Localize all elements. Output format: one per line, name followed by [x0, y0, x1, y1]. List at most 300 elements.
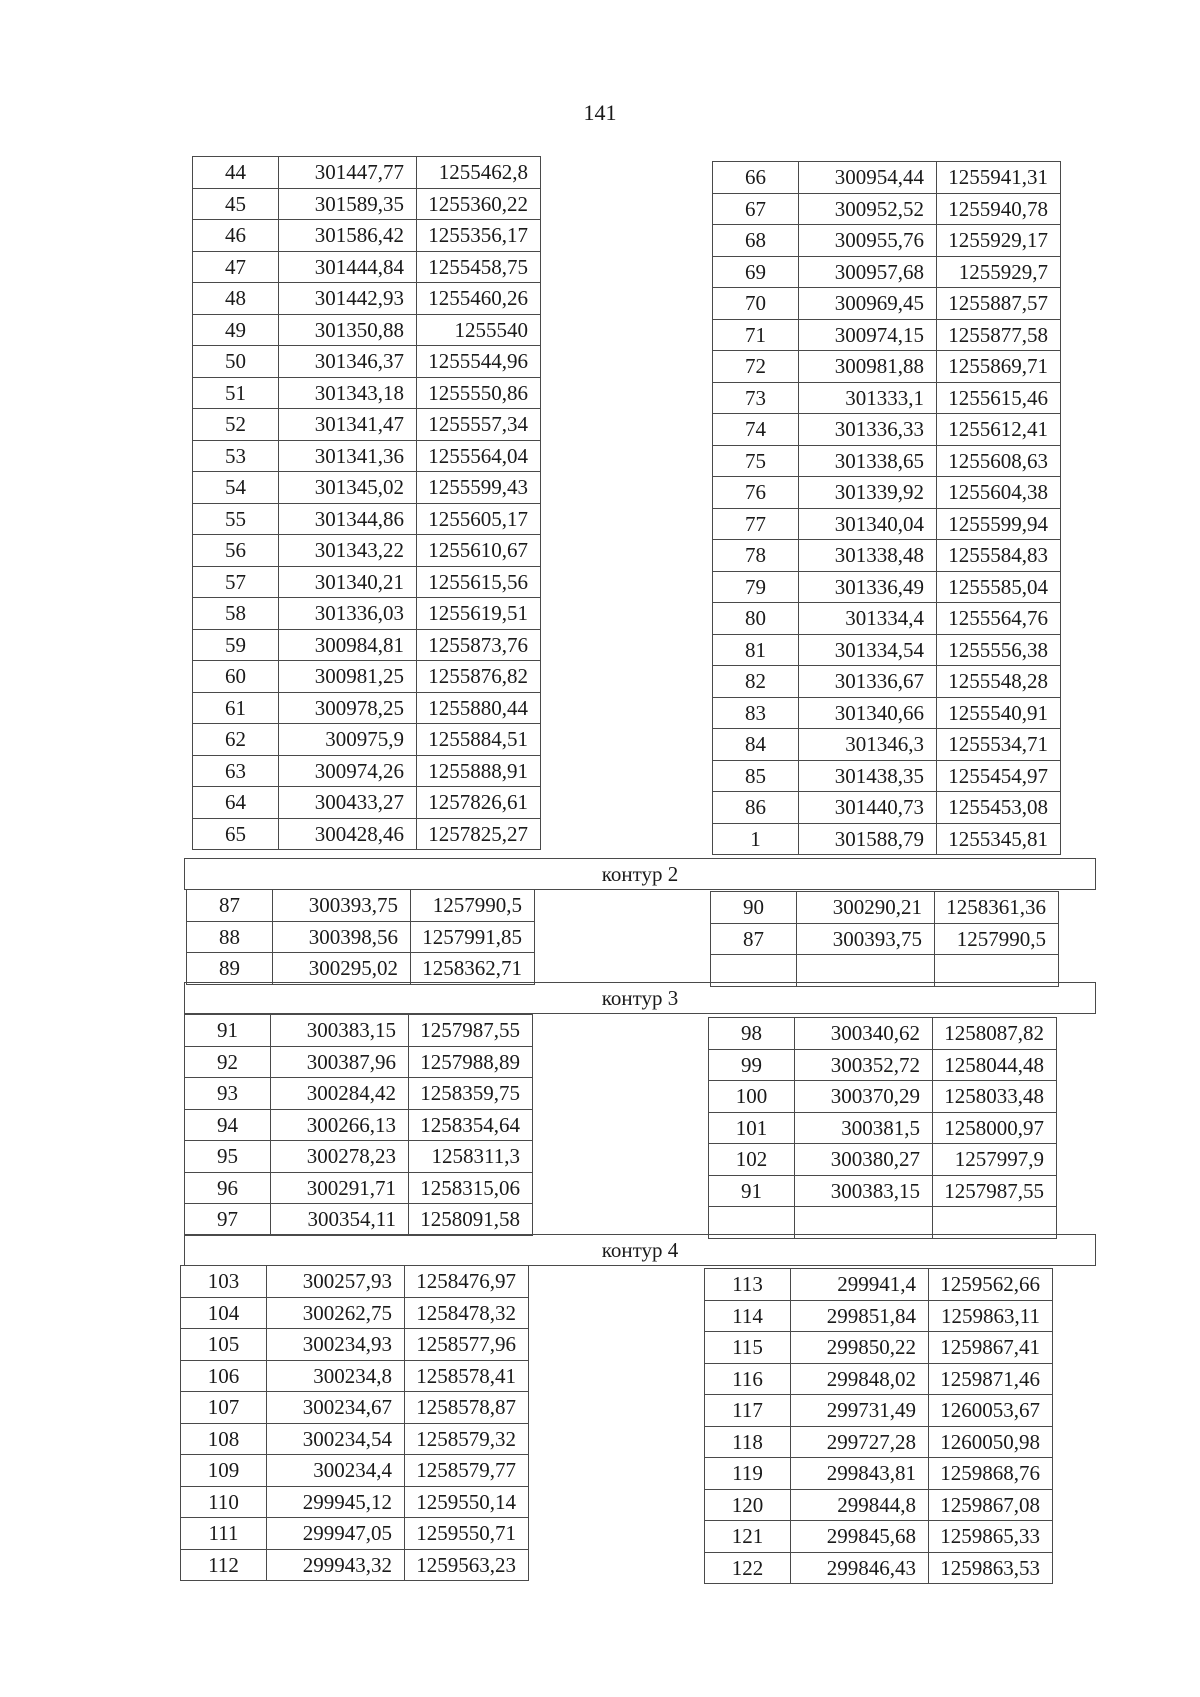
table-row — [181, 1455, 529, 1487]
point-number-cell: 1 — [713, 823, 799, 855]
y-coordinate-cell: 1255544,96 — [417, 346, 541, 378]
y-coordinate-cell: 1259562,66 — [929, 1269, 1053, 1301]
y-coordinate-cell: 1258000,97 — [933, 1112, 1057, 1144]
x-coordinate-cell: 300428,46 — [279, 818, 417, 850]
page-number: 141 — [583, 100, 617, 125]
point-number-cell: 122 — [705, 1552, 791, 1584]
point-number-cell: 74 — [713, 414, 799, 446]
coordinates-table-right — [712, 161, 1061, 855]
table-row — [713, 193, 1061, 225]
x-coordinate-cell: 301586,42 — [279, 220, 417, 252]
y-coordinate-cell: 1258579,32 — [405, 1423, 529, 1455]
y-coordinate-cell: 1257997,9 — [933, 1144, 1057, 1176]
x-coordinate-cell: 301339,92 — [799, 477, 937, 509]
x-coordinate-cell: 299848,02 — [791, 1363, 929, 1395]
point-number-cell: 109 — [181, 1455, 267, 1487]
y-coordinate-cell: 1258091,58 — [409, 1204, 533, 1236]
y-coordinate-cell: 1255604,38 — [937, 477, 1061, 509]
x-coordinate-cell: 301343,22 — [279, 535, 417, 567]
y-coordinate-cell: 1255880,44 — [417, 692, 541, 724]
y-coordinate-cell: 1258033,48 — [933, 1081, 1057, 1113]
y-coordinate-cell: 1258354,64 — [409, 1109, 533, 1141]
x-coordinate-cell: 301336,67 — [799, 666, 937, 698]
x-coordinate-cell: 300290,21 — [797, 892, 935, 924]
x-coordinate-cell: 300262,75 — [267, 1297, 405, 1329]
x-coordinate-cell: 301340,04 — [799, 508, 937, 540]
y-coordinate-cell: 1255610,67 — [417, 535, 541, 567]
y-coordinate-cell: 1255599,43 — [417, 472, 541, 504]
point-number-cell: 113 — [705, 1269, 791, 1301]
point-number-cell: 59 — [193, 629, 279, 661]
point-number-cell: 51 — [193, 377, 279, 409]
table-row — [713, 351, 1061, 383]
x-coordinate-cell: 300981,88 — [799, 351, 937, 383]
table-row — [709, 1144, 1057, 1176]
x-coordinate-cell: 299727,28 — [791, 1426, 929, 1458]
point-number-cell: 92 — [185, 1046, 271, 1078]
x-coordinate-cell: 300974,15 — [799, 319, 937, 351]
table-row — [181, 1297, 529, 1329]
x-coordinate-cell: 301440,73 — [799, 792, 937, 824]
table-row — [705, 1552, 1053, 1584]
y-coordinate-cell: 1258577,96 — [405, 1329, 529, 1361]
point-number-cell: 70 — [713, 288, 799, 320]
point-number-cell: 118 — [705, 1426, 791, 1458]
y-coordinate-cell: 1255887,57 — [937, 288, 1061, 320]
point-number-cell: 54 — [193, 472, 279, 504]
x-coordinate-cell: 301336,33 — [799, 414, 937, 446]
y-coordinate-cell: 1255605,17 — [417, 503, 541, 535]
point-number-cell: 110 — [181, 1486, 267, 1518]
y-coordinate-cell: 1258359,75 — [409, 1078, 533, 1110]
x-coordinate-cell: 301442,93 — [279, 283, 417, 315]
y-coordinate-cell: 1257826,61 — [417, 787, 541, 819]
y-coordinate-cell: 1259868,76 — [929, 1458, 1053, 1490]
point-number-cell: 87 — [711, 923, 797, 955]
table-row — [185, 1015, 533, 1047]
point-number-cell: 107 — [181, 1392, 267, 1424]
table-row — [709, 1081, 1057, 1113]
x-coordinate-cell: 301334,54 — [799, 634, 937, 666]
y-coordinate-cell: 1258476,97 — [405, 1266, 529, 1298]
point-number-cell: 114 — [705, 1300, 791, 1332]
x-coordinate-cell: 300370,29 — [795, 1081, 933, 1113]
table-row — [705, 1363, 1053, 1395]
table-row — [193, 472, 541, 504]
x-coordinate-cell: 299941,4 — [791, 1269, 929, 1301]
table-row — [187, 890, 535, 922]
table-row — [181, 1549, 529, 1581]
table-row — [713, 634, 1061, 666]
y-coordinate-cell: 1259550,71 — [405, 1518, 529, 1550]
table-row — [181, 1392, 529, 1424]
x-coordinate-cell: 300352,72 — [795, 1049, 933, 1081]
table-row — [193, 157, 541, 189]
x-coordinate-cell: 301589,35 — [279, 188, 417, 220]
y-coordinate-cell: 1255929,17 — [937, 225, 1061, 257]
x-coordinate-cell: 301438,35 — [799, 760, 937, 792]
x-coordinate-cell: 299844,8 — [791, 1489, 929, 1521]
point-number-cell: 73 — [713, 382, 799, 414]
point-number-cell: 121 — [705, 1521, 791, 1553]
point-number-cell: 86 — [713, 792, 799, 824]
table-row — [193, 629, 541, 661]
point-number-cell: 61 — [193, 692, 279, 724]
x-coordinate-cell: 301350,88 — [279, 314, 417, 346]
y-coordinate-cell: 1259550,14 — [405, 1486, 529, 1518]
point-number-cell: 68 — [713, 225, 799, 257]
point-number-cell: 112 — [181, 1549, 267, 1581]
table-row — [193, 724, 541, 756]
point-number-cell: 103 — [181, 1266, 267, 1298]
point-number-cell: 80 — [713, 603, 799, 635]
table-row — [713, 382, 1061, 414]
contour-2-table-right — [710, 891, 1059, 987]
table-row — [185, 1078, 533, 1110]
point-number-cell: 101 — [709, 1112, 795, 1144]
table-row — [713, 508, 1061, 540]
point-number-cell: 49 — [193, 314, 279, 346]
contour-2-heading: контур 2 — [184, 858, 1096, 890]
y-coordinate-cell: 1259867,08 — [929, 1489, 1053, 1521]
contour-4-table-right — [704, 1268, 1053, 1584]
y-coordinate-cell: 1255884,51 — [417, 724, 541, 756]
point-number-cell: 120 — [705, 1489, 791, 1521]
point-number-cell: 79 — [713, 571, 799, 603]
table-row — [709, 1112, 1057, 1144]
y-coordinate-cell: 1258315,06 — [409, 1172, 533, 1204]
x-coordinate-cell: 300954,44 — [799, 162, 937, 194]
x-coordinate-cell: 301346,3 — [799, 729, 937, 761]
table-row — [181, 1360, 529, 1392]
point-number-cell: 89 — [187, 953, 273, 985]
x-coordinate-cell: 299943,32 — [267, 1549, 405, 1581]
point-number-cell: 91 — [185, 1015, 271, 1047]
point-number-cell: 88 — [187, 921, 273, 953]
y-coordinate-cell: 1258361,36 — [935, 892, 1059, 924]
y-coordinate-cell: 1255356,17 — [417, 220, 541, 252]
table-row — [187, 953, 535, 985]
x-coordinate-cell: 300278,23 — [271, 1141, 409, 1173]
point-number-cell: 98 — [709, 1018, 795, 1050]
y-coordinate-cell: 1255876,82 — [417, 661, 541, 693]
point-number-cell: 65 — [193, 818, 279, 850]
y-coordinate-cell: 1255612,41 — [937, 414, 1061, 446]
point-number-cell: 99 — [709, 1049, 795, 1081]
point-number-cell: 95 — [185, 1141, 271, 1173]
y-coordinate-cell: 1258478,32 — [405, 1297, 529, 1329]
x-coordinate-cell: 299851,84 — [791, 1300, 929, 1332]
x-coordinate-cell: 301343,18 — [279, 377, 417, 409]
table-row — [185, 1141, 533, 1173]
x-coordinate-cell: 300291,71 — [271, 1172, 409, 1204]
y-coordinate-cell: 1257991,85 — [411, 921, 535, 953]
table-row — [709, 1018, 1057, 1050]
x-coordinate-cell: 301447,77 — [279, 157, 417, 189]
point-number-cell: 48 — [193, 283, 279, 315]
point-number-cell: 77 — [713, 508, 799, 540]
point-number-cell: 100 — [709, 1081, 795, 1113]
table-row — [713, 571, 1061, 603]
point-number-cell: 108 — [181, 1423, 267, 1455]
x-coordinate-cell: 300981,25 — [279, 661, 417, 693]
point-number-cell: 46 — [193, 220, 279, 252]
y-coordinate-cell: 1259863,53 — [929, 1552, 1053, 1584]
x-coordinate-cell: 300383,15 — [795, 1175, 933, 1207]
x-coordinate-cell: 301444,84 — [279, 251, 417, 283]
coordinates-table-left — [192, 156, 541, 850]
x-coordinate-cell: 301345,02 — [279, 472, 417, 504]
table-row — [711, 892, 1059, 924]
table-row — [193, 535, 541, 567]
y-coordinate-cell: 1255584,83 — [937, 540, 1061, 572]
x-coordinate-cell: 300234,54 — [267, 1423, 405, 1455]
table-row — [713, 162, 1061, 194]
x-coordinate-cell: 300974,26 — [279, 755, 417, 787]
table-row — [705, 1269, 1053, 1301]
table-row — [185, 1172, 533, 1204]
x-coordinate-cell: 300393,75 — [273, 890, 411, 922]
y-coordinate-cell: 1258044,48 — [933, 1049, 1057, 1081]
y-coordinate-cell: 1255615,46 — [937, 382, 1061, 414]
point-number-cell: 111 — [181, 1518, 267, 1550]
point-number-cell: 64 — [193, 787, 279, 819]
table-row — [705, 1489, 1053, 1521]
table-row — [193, 314, 541, 346]
point-number-cell: 75 — [713, 445, 799, 477]
table-row — [181, 1423, 529, 1455]
table-row — [193, 409, 541, 441]
contour-2-table-left — [186, 889, 535, 985]
x-coordinate-cell: 301336,03 — [279, 598, 417, 630]
table-row — [193, 440, 541, 472]
table-row — [713, 319, 1061, 351]
point-number-cell: 85 — [713, 760, 799, 792]
x-coordinate-cell: 299850,22 — [791, 1332, 929, 1364]
point-number-cell: 78 — [713, 540, 799, 572]
table-row — [705, 1395, 1053, 1427]
point-number-cell: 57 — [193, 566, 279, 598]
table-row — [193, 188, 541, 220]
y-coordinate-cell: 1255460,26 — [417, 283, 541, 315]
table-row — [193, 220, 541, 252]
y-coordinate-cell: 1259865,33 — [929, 1521, 1053, 1553]
point-number-cell: 53 — [193, 440, 279, 472]
y-coordinate-cell: 1255619,51 — [417, 598, 541, 630]
point-number-cell: 60 — [193, 661, 279, 693]
y-coordinate-cell: 1255548,28 — [937, 666, 1061, 698]
x-coordinate-cell: 301341,47 — [279, 409, 417, 441]
table-row — [193, 787, 541, 819]
point-number-cell: 76 — [713, 477, 799, 509]
table-row — [709, 1175, 1057, 1207]
y-coordinate-cell: 1255877,58 — [937, 319, 1061, 351]
x-coordinate-cell: 301338,48 — [799, 540, 937, 572]
x-coordinate-cell: 300234,67 — [267, 1392, 405, 1424]
point-number-cell: 56 — [193, 535, 279, 567]
x-coordinate-cell: 300380,27 — [795, 1144, 933, 1176]
table-row — [193, 755, 541, 787]
point-number-cell: 97 — [185, 1204, 271, 1236]
y-coordinate-cell: 1255615,56 — [417, 566, 541, 598]
table-row — [181, 1518, 529, 1550]
y-coordinate-cell: 1255940,78 — [937, 193, 1061, 225]
x-coordinate-cell: 299731,49 — [791, 1395, 929, 1427]
y-coordinate-cell: 1255599,94 — [937, 508, 1061, 540]
table-row — [705, 1426, 1053, 1458]
x-coordinate-cell: 300952,52 — [799, 193, 937, 225]
table-row — [713, 603, 1061, 635]
y-coordinate-cell: 1259867,41 — [929, 1332, 1053, 1364]
y-coordinate-cell: 1257988,89 — [409, 1046, 533, 1078]
y-coordinate-cell: 1255873,76 — [417, 629, 541, 661]
x-coordinate-cell: 300284,42 — [271, 1078, 409, 1110]
x-coordinate-cell: 300978,25 — [279, 692, 417, 724]
table-row — [181, 1486, 529, 1518]
table-row — [713, 729, 1061, 761]
table-row — [713, 697, 1061, 729]
y-coordinate-cell: 1255345,81 — [937, 823, 1061, 855]
point-number-cell: 90 — [711, 892, 797, 924]
point-number-cell: 72 — [713, 351, 799, 383]
y-coordinate-cell: 1255453,08 — [937, 792, 1061, 824]
table-row — [187, 921, 535, 953]
x-coordinate-cell: 300354,11 — [271, 1204, 409, 1236]
x-coordinate-cell: 300295,02 — [273, 953, 411, 985]
table-row — [193, 598, 541, 630]
y-coordinate-cell: 1258578,87 — [405, 1392, 529, 1424]
table-row — [193, 503, 541, 535]
y-coordinate-cell: 1258311,3 — [409, 1141, 533, 1173]
point-number-cell: 93 — [185, 1078, 271, 1110]
y-coordinate-cell: 1255462,8 — [417, 157, 541, 189]
contour-3-table-right — [708, 1017, 1057, 1239]
contour-3-table-left — [184, 1014, 533, 1236]
x-coordinate-cell: 301346,37 — [279, 346, 417, 378]
table-row — [705, 1332, 1053, 1364]
point-number-cell: 58 — [193, 598, 279, 630]
point-number-cell: 69 — [713, 256, 799, 288]
table-row — [713, 256, 1061, 288]
x-coordinate-cell: 301344,86 — [279, 503, 417, 535]
point-number-cell: 87 — [187, 890, 273, 922]
y-coordinate-cell: 1255888,91 — [417, 755, 541, 787]
y-coordinate-cell: 1255585,04 — [937, 571, 1061, 603]
point-number-cell: 67 — [713, 193, 799, 225]
table-row — [713, 540, 1061, 572]
contour-4-heading: контур 4 — [184, 1234, 1096, 1266]
table-row — [713, 414, 1061, 446]
x-coordinate-cell: 299947,05 — [267, 1518, 405, 1550]
point-number-cell: 116 — [705, 1363, 791, 1395]
point-number-cell: 117 — [705, 1395, 791, 1427]
point-number-cell: 115 — [705, 1332, 791, 1364]
y-coordinate-cell: 1255941,31 — [937, 162, 1061, 194]
y-coordinate-cell: 1257987,55 — [933, 1175, 1057, 1207]
x-coordinate-cell: 300266,13 — [271, 1109, 409, 1141]
point-number-cell: 96 — [185, 1172, 271, 1204]
x-coordinate-cell: 301336,49 — [799, 571, 937, 603]
point-number-cell: 104 — [181, 1297, 267, 1329]
table-row — [193, 283, 541, 315]
point-number-cell: 91 — [709, 1175, 795, 1207]
y-coordinate-cell: 1255929,7 — [937, 256, 1061, 288]
y-coordinate-cell: 1255564,04 — [417, 440, 541, 472]
y-coordinate-cell: 1255540,91 — [937, 697, 1061, 729]
y-coordinate-cell: 1255550,86 — [417, 377, 541, 409]
x-coordinate-cell: 300969,45 — [799, 288, 937, 320]
table-row — [713, 445, 1061, 477]
y-coordinate-cell: 1257990,5 — [411, 890, 535, 922]
table-row — [713, 288, 1061, 320]
x-coordinate-cell: 300340,62 — [795, 1018, 933, 1050]
y-coordinate-cell: 1258579,77 — [405, 1455, 529, 1487]
y-coordinate-cell: 1255869,71 — [937, 351, 1061, 383]
y-coordinate-cell: 1257990,5 — [935, 923, 1059, 955]
x-coordinate-cell: 299846,43 — [791, 1552, 929, 1584]
x-coordinate-cell: 301338,65 — [799, 445, 937, 477]
table-row — [705, 1458, 1053, 1490]
x-coordinate-cell: 301334,4 — [799, 603, 937, 635]
table-row — [193, 692, 541, 724]
table-row — [705, 1300, 1053, 1332]
table-row — [713, 823, 1061, 855]
table-row — [711, 923, 1059, 955]
x-coordinate-cell: 300257,93 — [267, 1266, 405, 1298]
point-number-cell: 47 — [193, 251, 279, 283]
y-coordinate-cell: 1255556,38 — [937, 634, 1061, 666]
y-coordinate-cell: 1258578,41 — [405, 1360, 529, 1392]
point-number-cell: 84 — [713, 729, 799, 761]
x-coordinate-cell: 300433,27 — [279, 787, 417, 819]
table-row — [193, 661, 541, 693]
table-row — [705, 1521, 1053, 1553]
x-coordinate-cell: 300984,81 — [279, 629, 417, 661]
table-row — [185, 1204, 533, 1236]
table-row — [709, 1049, 1057, 1081]
point-number-cell: 55 — [193, 503, 279, 535]
x-coordinate-cell: 301333,1 — [799, 382, 937, 414]
point-number-cell: 102 — [709, 1144, 795, 1176]
x-coordinate-cell: 300393,75 — [797, 923, 935, 955]
point-number-cell: 81 — [713, 634, 799, 666]
x-coordinate-cell: 301340,21 — [279, 566, 417, 598]
y-coordinate-cell: 1257825,27 — [417, 818, 541, 850]
x-coordinate-cell: 300234,93 — [267, 1329, 405, 1361]
point-number-cell: 82 — [713, 666, 799, 698]
y-coordinate-cell: 1259563,23 — [405, 1549, 529, 1581]
y-coordinate-cell: 1255564,76 — [937, 603, 1061, 635]
y-coordinate-cell: 1258362,71 — [411, 953, 535, 985]
y-coordinate-cell: 1258087,82 — [933, 1018, 1057, 1050]
table-row — [193, 346, 541, 378]
point-number-cell: 50 — [193, 346, 279, 378]
y-coordinate-cell: 1260050,98 — [929, 1426, 1053, 1458]
table-row — [193, 251, 541, 283]
x-coordinate-cell: 300387,96 — [271, 1046, 409, 1078]
y-coordinate-cell: 1255540 — [417, 314, 541, 346]
point-number-cell: 62 — [193, 724, 279, 756]
y-coordinate-cell: 1259871,46 — [929, 1363, 1053, 1395]
y-coordinate-cell: 1259863,11 — [929, 1300, 1053, 1332]
point-number-cell: 71 — [713, 319, 799, 351]
x-coordinate-cell: 300381,5 — [795, 1112, 933, 1144]
contour-3-heading: контур 3 — [184, 982, 1096, 1014]
x-coordinate-cell: 300955,76 — [799, 225, 937, 257]
table-row — [185, 1109, 533, 1141]
point-number-cell: 119 — [705, 1458, 791, 1490]
x-coordinate-cell: 301340,66 — [799, 697, 937, 729]
